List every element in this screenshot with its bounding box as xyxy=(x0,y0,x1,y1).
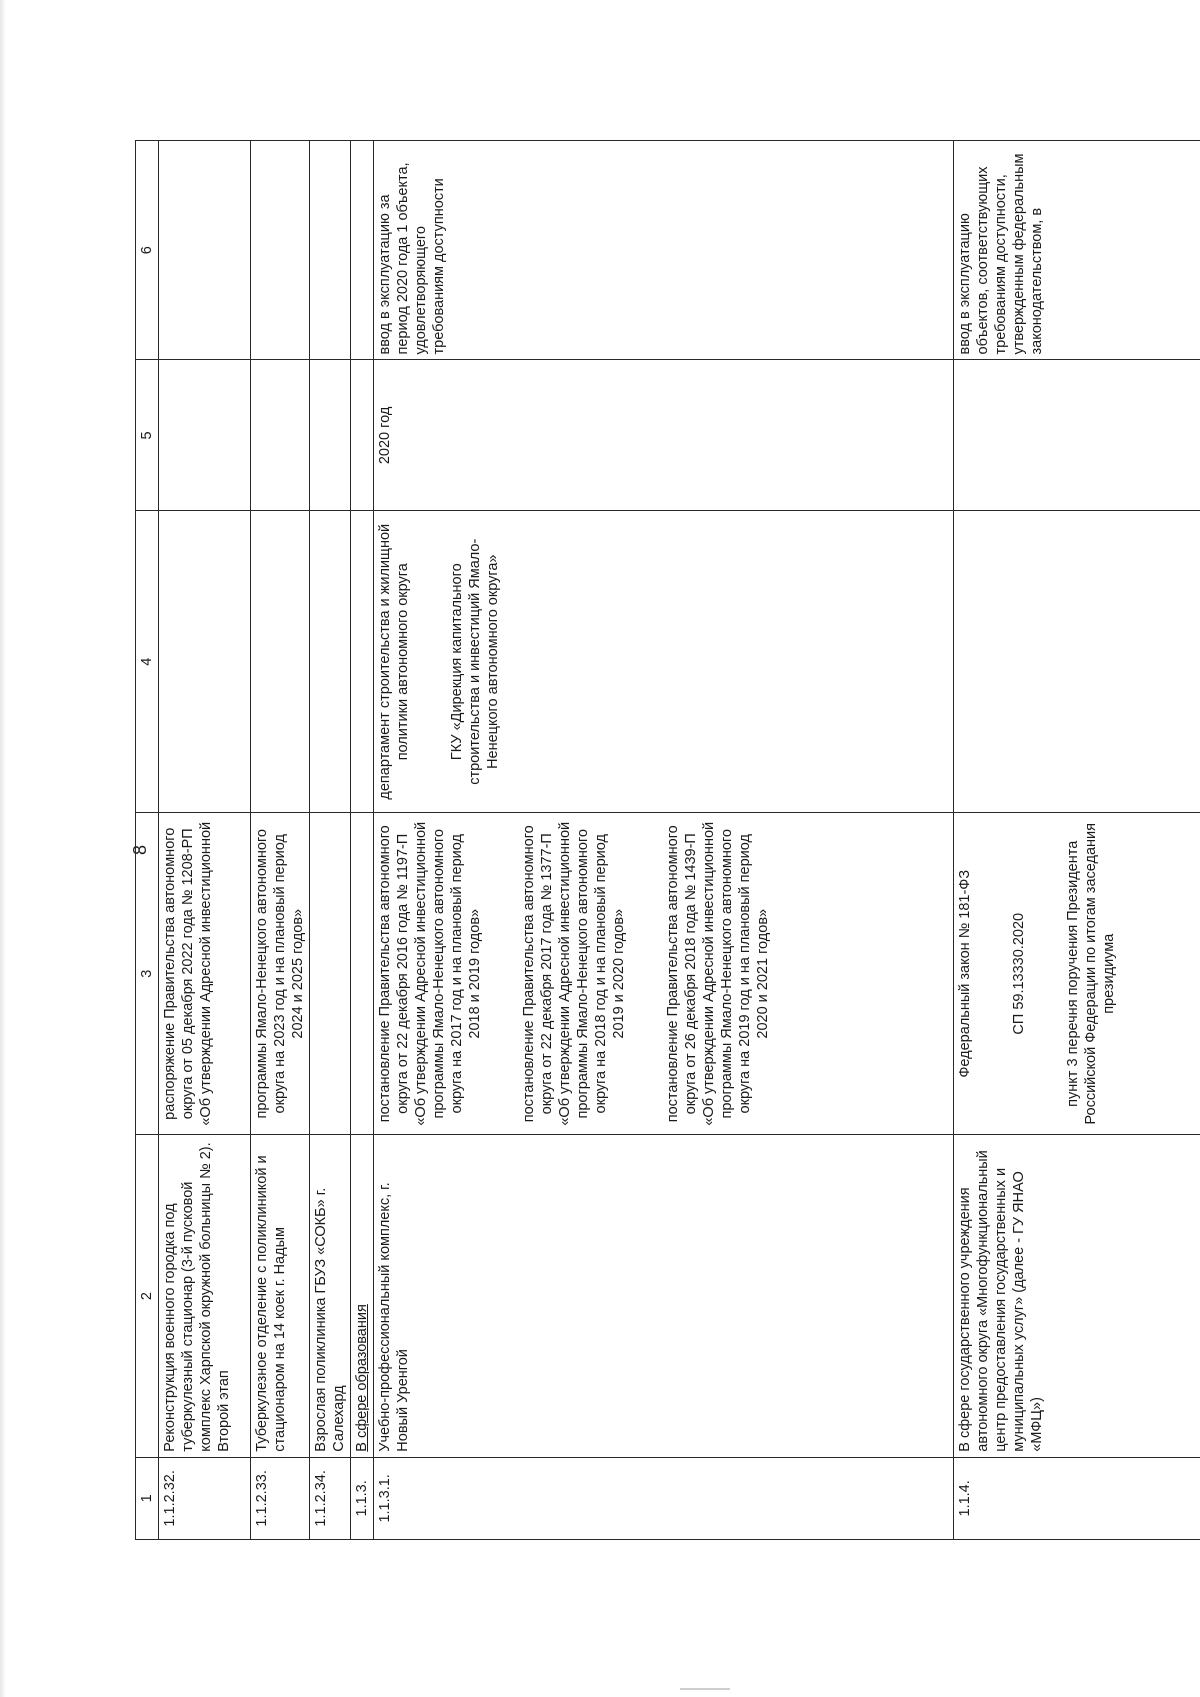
table-row-1-1-2-34 xyxy=(310,141,351,1540)
executor-cell xyxy=(954,511,1200,813)
basis-document xyxy=(351,813,374,1135)
header-cell-5: 5 xyxy=(136,360,159,511)
page-number: 8 xyxy=(130,845,150,856)
basis-document-3: постановление Правительства автономного округа от 26 декабря 2018 года № 1439-П «Об утверждении Адресной инвестиционной программы Ямало-Ненецкого автономного округа на 2019 год и на плановый период 2020 и 2021 годов» xyxy=(665,821,771,1126)
header-cell-6: 6 xyxy=(136,141,159,361)
executor-2: ГКУ «Дирекция капитального строительства и инвестиций Ямало-Ненецкого автономного округа» xyxy=(449,538,501,785)
basis-document: распоряжение Правительства автономного округа от 05 декабря 2022 года № 1208-РП «Об утверждении Адресной инвестиционной xyxy=(159,813,251,1135)
year-cell xyxy=(351,360,374,511)
result-cell xyxy=(310,141,351,361)
year-cell xyxy=(251,360,310,511)
header-cell-3: 3 xyxy=(136,813,159,1135)
row-number: 1.1.2.33. xyxy=(251,1457,310,1539)
executor-cell xyxy=(159,511,251,813)
basis-document-2: постановление Правительства автономного округа от 22 декабря 2017 года № 1377-П «Об утверждении Адресной инвестиционной программы Ямало-Ненецкого автономного округа на 2018 год и на плановый период 2019 и 2020 годов» xyxy=(521,821,627,1126)
header-cell-2: 2 xyxy=(136,1135,159,1457)
row-number: 1.1.4. xyxy=(954,1457,1200,1539)
result-cell xyxy=(251,141,310,361)
executor-cell xyxy=(351,511,374,813)
section-title: В сфере образования xyxy=(351,1135,374,1457)
program-table xyxy=(135,140,1200,1540)
table-row-1-1-4 xyxy=(954,141,1200,1540)
result-cell xyxy=(351,141,374,361)
basis-document-2: СП 59.13330.2020 xyxy=(1011,912,1027,1035)
executor-1: департамент строительства и жилищной политики автономного округа xyxy=(377,523,411,800)
executors xyxy=(374,511,954,813)
table-row-1-1-2-33 xyxy=(251,141,310,1540)
basis-document-1: постановление Правительства автономного округа от 22 декабря 2016 года № 1197-П «Об утверждении Адресной инвестиционной программы Ямало-Ненецкого автономного округа на 2017 год и на плановый период 2018 и 2019 годов» xyxy=(377,821,483,1126)
result-cell xyxy=(159,141,251,361)
basis-document-3: пункт 3 перечня поручения Президента Российской Федерации по итогам заседания президиума xyxy=(1065,823,1117,1125)
row-number: 1.1.2.32. xyxy=(159,1457,251,1539)
expected-result: ввод в эксплуатацию объектов, соответствующих требованиям доступности, утвержденным федеральным законодательством, в xyxy=(954,141,1200,361)
header-cell-1: 1 xyxy=(136,1457,159,1539)
table-row-1-1-3 xyxy=(351,141,374,1540)
scan-page-edge xyxy=(0,0,6,1697)
object-name: Реконструкция военного городка под туберкулезный стационар (3-й пусковой комплекс Харпской окружной больницы № 2). Второй этап xyxy=(159,1135,251,1457)
table-row-1-1-3-1 xyxy=(374,141,954,1540)
basis-documents xyxy=(954,813,1200,1135)
basis-documents xyxy=(374,813,954,1135)
basis-document-1: Федеральный закон № 181-ФЗ xyxy=(957,869,973,1078)
row-number: 1.1.3.1. xyxy=(374,1457,954,1539)
executor-cell xyxy=(310,511,351,813)
executor-cell xyxy=(251,511,310,813)
basis-document xyxy=(310,813,351,1135)
year-cell xyxy=(310,360,351,511)
expected-result: ввод в эксплуатацию за период 2020 года 1 объекта, удовлетворяющего требованиям доступности xyxy=(374,141,954,361)
year-cell xyxy=(954,360,1200,511)
completion-year: 2020 год xyxy=(374,360,954,511)
rotated-table-wrapper xyxy=(135,140,1200,1540)
table-row-1-1-2-32 xyxy=(159,141,251,1540)
basis-document: программы Ямало-Ненецкого автономного округа на 2023 год и на плановый период 2024 и 2025 годов» xyxy=(251,813,310,1135)
scan-artifact xyxy=(680,1688,730,1690)
row-number: 1.1.2.34. xyxy=(310,1457,351,1539)
object-name: В сфере государственного учреждения автономного округа «Многофункциональный центр предоставления государственных и муниципальных услуг» (далее - ГУ ЯНАО «МФЦ») xyxy=(954,1135,1200,1457)
header-row xyxy=(136,141,159,1540)
row-number: 1.1.3. xyxy=(351,1457,374,1539)
object-name: Туберкулезное отделение с поликлиникой и стационаром на 14 коек г. Надым xyxy=(251,1135,310,1457)
year-cell xyxy=(159,360,251,511)
object-name: Учебно-профессиональный комплекс, г. Новый Уренгой xyxy=(374,1135,954,1457)
header-cell-4: 4 xyxy=(136,511,159,813)
object-name: Взрослая поликлиника ГБУЗ «СОКБ» г. Салехард xyxy=(310,1135,351,1457)
